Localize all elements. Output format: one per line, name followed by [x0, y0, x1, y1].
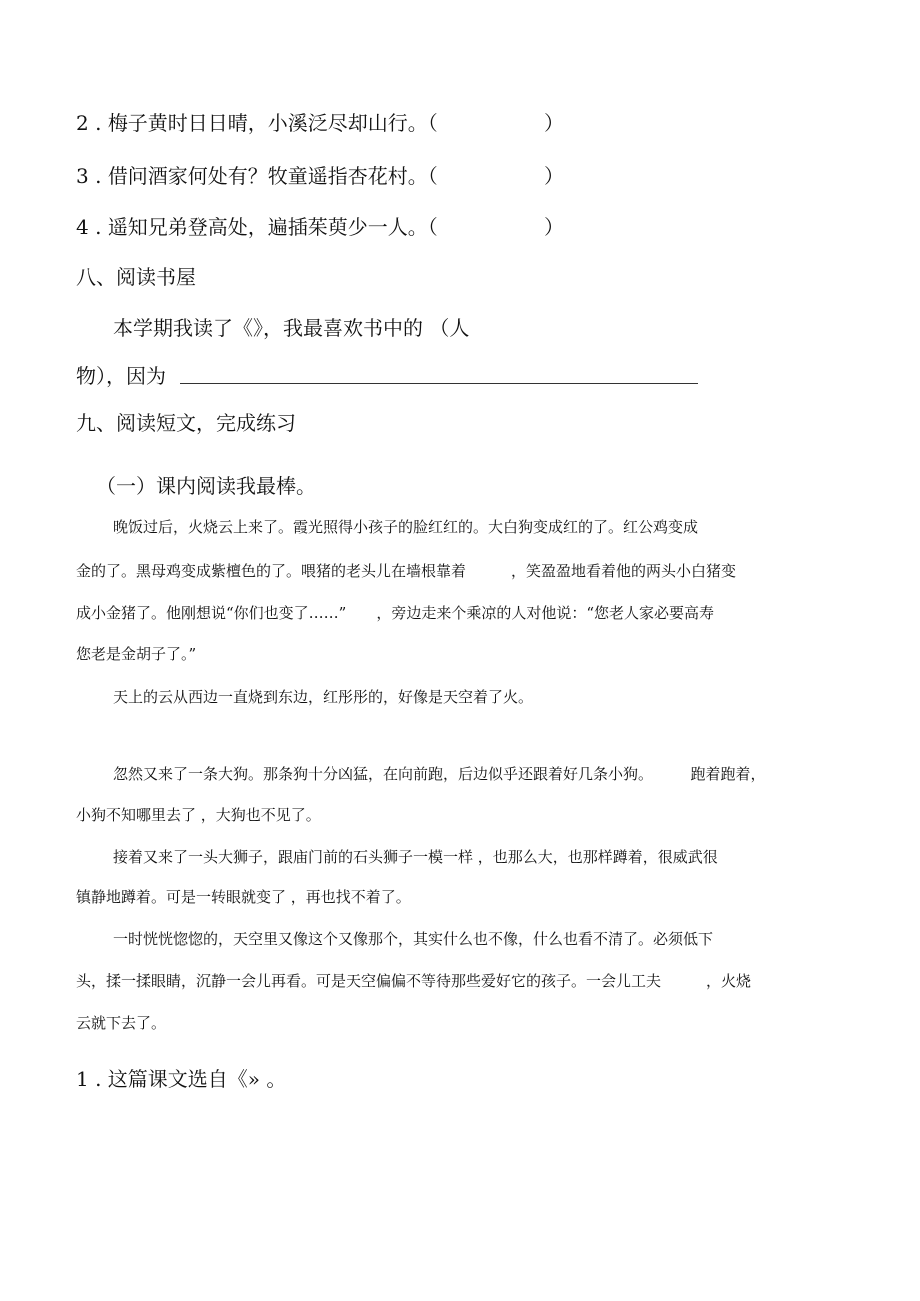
answer-paren-close: ） [544, 111, 564, 135]
answer-paren-close: ） [544, 215, 564, 239]
poem-dot: . [95, 215, 108, 239]
poem-text: 遥知兄弟登高处，遍插茱萸少一人。（ [107, 215, 438, 239]
section-8-line-1: 本学期我读了《》，我最喜欢书中的 （人 [113, 316, 470, 340]
section-9-heading: 九、阅读短文，完成练习 [76, 411, 296, 435]
passage-p4-line-1: 接着又来了一头大狮子，跟庙门前的石头狮子一模一样 ，也那么大，也那样蹲着，很威武很 [113, 848, 718, 866]
passage-p5-line-1: 一时恍恍惚惚的，天空里又像这个又像那个，其实什么也不像，什么也看不清了。必须低下 [113, 930, 714, 948]
poem-number: 2 [76, 111, 89, 135]
section-9-subheading: （一）课内阅读我最棒。 [96, 474, 316, 498]
passage-p5-line-2: 头，揉一揉眼睛，沉静一会儿再看。可是天空偏偏不等待那些爱好它的孩子。一会儿工夫 ，火烧 [76, 972, 752, 990]
section-8-heading: 八、阅读书屋 [76, 265, 196, 289]
passage-p3-line-2: 小狗不知哪里去了 ，大狗也不见了。 [76, 806, 321, 824]
passage-p2: 天上的云从西边一直烧到东边，红彤彤的，好像是天空着了火。 [113, 688, 534, 706]
section-8-line-2: 物），因为 [76, 364, 166, 388]
passage-p1-line-2: 金的了。黑母鸡变成紫檀色的了。喂猪的老头儿在墙根靠着 ，笑盈盈地看着他的两头小白猪变 [76, 562, 737, 580]
poem-dot: . [95, 164, 108, 188]
passage-p1-line-4: 您老是金胡子了。” [76, 645, 197, 663]
poem-text: 借问酒家何处有？牧童遥指杏花村。（ [107, 164, 438, 188]
passage-p4-line-2: 镇静地蹲着。可是一转眼就变了 ，再也找不着了。 [76, 888, 411, 906]
answer-blank-line [180, 383, 698, 384]
passage-p1-line-3: 成小金猪了。他刚想说“你们也变了……” ，旁边走来个乘凉的人对他说：“您老人家必要高寿 [76, 604, 715, 622]
question-1: 1 . 这篇课文选自《» 。 [76, 1067, 287, 1091]
poem-dot: . [95, 111, 108, 135]
poem-number: 4 [76, 215, 89, 239]
poem-line-3 [76, 166, 438, 186]
poem-line-2 [76, 113, 438, 133]
poem-text: 梅子黄时日日晴，小溪泛尽却山行。（ [107, 111, 438, 135]
passage-p3-line-1: 忽然又来了一条大狗。那条狗十分凶猛，在向前跑，后边似乎还跟着好几条小狗。 跑着跑着， [113, 765, 766, 783]
passage-p5-line-3: 云就下去了。 [76, 1014, 167, 1032]
poem-number: 3 [76, 164, 89, 188]
answer-paren-close: ） [544, 164, 564, 188]
passage-p1-line-1: 晚饭过后，火烧云上来了。霞光照得小孩子的脸红红的。大白狗变成红的了。红公鸡变成 [113, 518, 699, 536]
poem-line-4 [76, 217, 438, 237]
